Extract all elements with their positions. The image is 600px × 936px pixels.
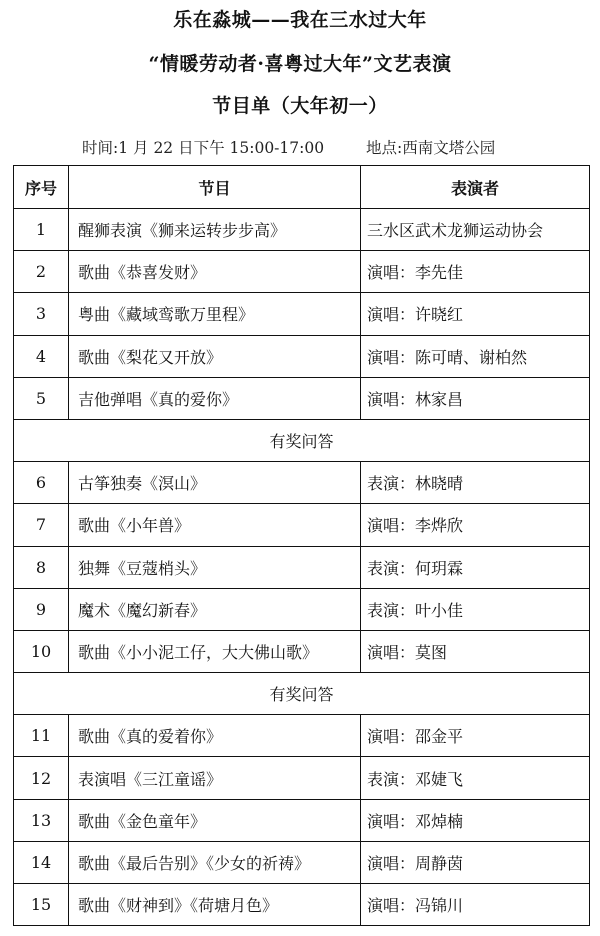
table-row bbox=[14, 504, 590, 546]
row-number: 13 bbox=[14, 799, 69, 841]
table-row bbox=[14, 841, 590, 883]
row-number: 5 bbox=[14, 377, 69, 419]
event-subtitle: “情暖劳动者·喜粤过大年”文艺表演 bbox=[148, 53, 452, 75]
row-number: 1 bbox=[14, 209, 69, 251]
row-program: 独舞《豆蔻梢头》 bbox=[69, 546, 361, 588]
row-number: 9 bbox=[14, 588, 69, 630]
row-performer: 演唱：邵金平 bbox=[361, 715, 590, 757]
table-row bbox=[14, 588, 590, 630]
row-number: 7 bbox=[14, 504, 69, 546]
table-row bbox=[14, 251, 590, 293]
row-number: 2 bbox=[14, 251, 69, 293]
row-performer: 表演：邓婕飞 bbox=[361, 757, 590, 799]
row-number: 11 bbox=[14, 715, 69, 757]
row-program: 歌曲《财神到》《荷塘月色》 bbox=[69, 884, 361, 926]
table-row bbox=[14, 799, 590, 841]
row-program: 歌曲《梨花又开放》 bbox=[69, 335, 361, 377]
row-program: 歌曲《小年兽》 bbox=[69, 504, 361, 546]
row-performer: 演唱：邓焯楠 bbox=[361, 799, 590, 841]
quiz-label: 有奖问答 bbox=[14, 419, 590, 461]
row-number: 14 bbox=[14, 841, 69, 883]
event-info bbox=[0, 136, 600, 156]
row-performer: 三水区武术龙狮运动协会 bbox=[361, 209, 590, 251]
program-table bbox=[13, 165, 590, 926]
row-program: 歌曲《真的爱着你》 bbox=[69, 715, 361, 757]
table-row bbox=[14, 462, 590, 504]
table-row bbox=[14, 293, 590, 335]
row-performer: 表演：何玥霖 bbox=[361, 546, 590, 588]
row-performer: 表演：林晓晴 bbox=[361, 462, 590, 504]
row-performer: 演唱：陈可晴、谢柏然 bbox=[361, 335, 590, 377]
row-program: 魔术《魔幻新春》 bbox=[69, 588, 361, 630]
row-performer: 表演：叶小佳 bbox=[361, 588, 590, 630]
row-program: 醒狮表演《狮来运转步步高》 bbox=[69, 209, 361, 251]
quiz-label: 有奖问答 bbox=[14, 673, 590, 715]
table-row bbox=[14, 546, 590, 588]
row-program: 表演唱《三江童谣》 bbox=[69, 757, 361, 799]
row-performer: 演唱：李先佳 bbox=[361, 251, 590, 293]
table-row bbox=[14, 377, 590, 419]
row-number: 6 bbox=[14, 462, 69, 504]
row-number: 8 bbox=[14, 546, 69, 588]
row-program: 歌曲《最后告别》《少女的祈祷》 bbox=[69, 841, 361, 883]
row-number: 12 bbox=[14, 757, 69, 799]
event-place: 地点:西南文塔公园 bbox=[366, 139, 496, 157]
table-header-row bbox=[14, 166, 590, 209]
table-row bbox=[14, 630, 590, 672]
row-program: 歌曲《恭喜发财》 bbox=[69, 251, 361, 293]
row-performer: 演唱：莫图 bbox=[361, 630, 590, 672]
quiz-row bbox=[14, 419, 590, 461]
quiz-row bbox=[14, 673, 590, 715]
table-row bbox=[14, 757, 590, 799]
row-performer: 演唱：周静茵 bbox=[361, 841, 590, 883]
column-header-number: 序号 bbox=[14, 166, 69, 209]
row-number: 3 bbox=[14, 293, 69, 335]
table-row bbox=[14, 209, 590, 251]
main-title: 乐在淼城——我在三水过大年 bbox=[173, 9, 427, 31]
row-performer: 演唱：冯锦川 bbox=[361, 884, 590, 926]
row-performer: 演唱：许晓红 bbox=[361, 293, 590, 335]
column-header-performer: 表演者 bbox=[361, 166, 590, 209]
row-number: 4 bbox=[14, 335, 69, 377]
row-number: 15 bbox=[14, 884, 69, 926]
column-header-program: 节目 bbox=[69, 166, 361, 209]
row-program: 粤曲《藏域鸾歌万里程》 bbox=[69, 293, 361, 335]
row-number: 10 bbox=[14, 630, 69, 672]
row-program: 歌曲《金色童年》 bbox=[69, 799, 361, 841]
row-performer: 演唱：林家昌 bbox=[361, 377, 590, 419]
event-time: 时间:1 月 22 日下午 15:00-17:00 bbox=[82, 139, 325, 157]
row-performer: 演唱：李烨欣 bbox=[361, 504, 590, 546]
table-row bbox=[14, 335, 590, 377]
table-row bbox=[14, 715, 590, 757]
row-program: 吉他弹唱《真的爱你》 bbox=[69, 377, 361, 419]
table-row bbox=[14, 884, 590, 926]
program-list-title: 节目单（大年初一） bbox=[212, 95, 388, 117]
row-program: 古筝独奏《溟山》 bbox=[69, 462, 361, 504]
row-program: 歌曲《小小泥工仔，大大佛山歌》 bbox=[69, 630, 361, 672]
